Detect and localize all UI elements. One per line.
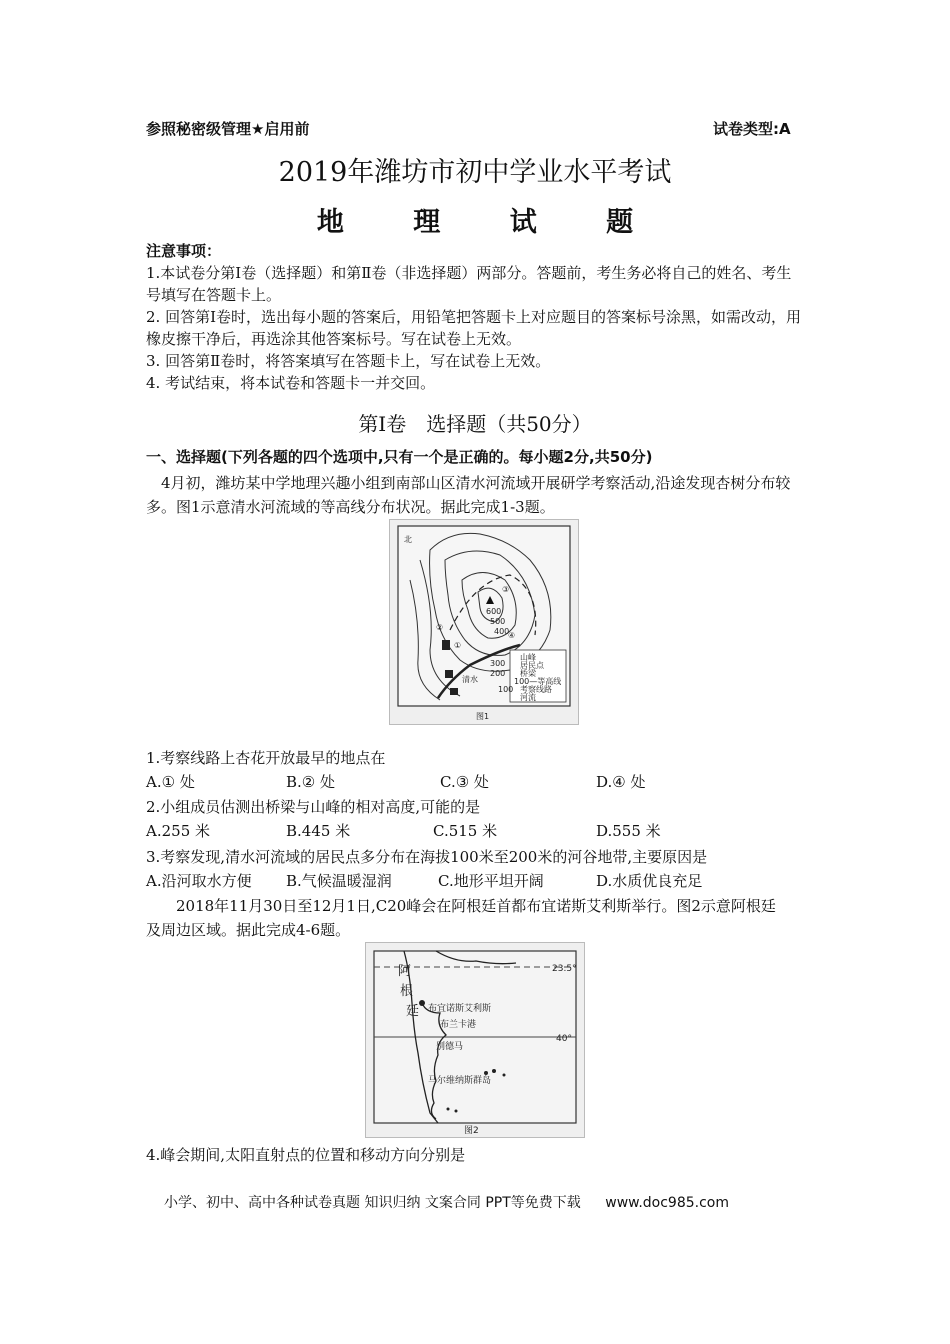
country-label: 阿 — [398, 964, 412, 979]
exam-title: 2019年潍坊市初中学业水平考试 — [278, 157, 672, 188]
option-c[interactable]: C.地形平坦开阔 — [438, 872, 544, 890]
notice-title: 注意事项： — [146, 242, 222, 260]
country-label: 根 — [400, 984, 414, 999]
contour-label: 200 — [490, 669, 506, 678]
legend-item: 考察线路 — [520, 685, 552, 694]
option-b[interactable]: B.气候温暖湿润 — [286, 872, 392, 890]
legend-item: 山峰 — [520, 653, 536, 662]
option-a[interactable]: A.255 米 — [146, 822, 210, 840]
notice-item: 4. 考试结束，将本试卷和答题卡一并交回。 — [146, 374, 436, 392]
legend-item: 桥梁 — [520, 669, 536, 678]
contour-label: 500 — [490, 617, 506, 626]
city-label: 布兰卡港 — [440, 1020, 477, 1030]
legend-item: 河流 — [520, 693, 536, 702]
question-2: 2.小组成员估测出桥梁与山峰的相对高度,可能的是 — [146, 798, 481, 816]
country-label: 廷 — [406, 1004, 420, 1019]
point-label: ② — [436, 623, 444, 632]
notice-item: 1.本试卷分第Ⅰ卷（选择题）和第Ⅱ卷（非选择题）两部分。答题前，考生务必将自己的姓名、考生号填写在答题卡上。 — [146, 264, 792, 304]
island-label: 马尔维纳斯群岛 — [428, 1076, 492, 1086]
notice-item: 3. 回答第Ⅱ卷时，将答案填写在答题卡上，写在试卷上无效。 — [146, 352, 551, 370]
option-b[interactable]: B.② 处 — [286, 773, 336, 791]
legend-item: 100—等高线 — [514, 677, 562, 686]
point-label: ③ — [502, 585, 510, 594]
latitude-label: 23.5° — [552, 964, 577, 974]
option-d[interactable]: D.④ 处 — [596, 773, 646, 791]
notice-list — [146, 262, 806, 394]
intro-paragraph-2: 2018年11月30日至12月1日,C20峰会在阿根廷首都布宜诺斯艾利斯举行。图2示意阿根廷及周边区域。据此完成4-6题。 — [146, 897, 776, 939]
city-label: 布宜诺斯艾利斯 — [428, 1004, 492, 1014]
option-a[interactable]: A.沿河取水方便 — [146, 872, 252, 890]
option-b[interactable]: B.445 米 — [286, 822, 351, 840]
notice-item: 2. 回答第Ⅰ卷时，选出每小题的答案后，用铅笔把答题卡上对应题目的答案标号涂黑，如需改动，用橡皮擦干净后，再选涂其他答案标号。写在试卷上无效。 — [146, 308, 802, 348]
figure-1-contour-map — [389, 519, 579, 725]
legend-item: 居民点 — [520, 661, 544, 670]
contour-label: 400 — [494, 627, 510, 636]
city-label: 别德马 — [436, 1042, 464, 1052]
footer-url[interactable]: www.doc985.com — [605, 1195, 729, 1211]
footer — [164, 1192, 733, 1212]
option-c[interactable]: C.515 米 — [433, 822, 498, 840]
figure-caption: 图2 — [464, 1126, 479, 1136]
contour-map-graphic — [390, 520, 578, 724]
option-d[interactable]: D.水质优良充足 — [596, 872, 703, 890]
point-label: ① — [454, 641, 462, 650]
contour-label: 300 — [490, 659, 506, 668]
question-4: 4.峰会期间,太阳直射点的位置和移动方向分别是 — [146, 1146, 466, 1164]
option-a[interactable]: A.① 处 — [146, 773, 195, 791]
confidential-label: 参照秘密级管理★启用前 — [146, 120, 310, 138]
river-label: 清水 — [462, 675, 478, 684]
north-arrow-label: 北 — [404, 535, 412, 544]
latitude-label: 40° — [556, 1034, 572, 1044]
option-c[interactable]: C.③ 处 — [440, 773, 489, 791]
part-title: 一、选择题(下列各题的四个选项中,只有一个是正确的。每小题2分,共50分) — [146, 448, 653, 466]
footer-text: 小学、初中、高中各种试卷真题 知识归纳 文案合同 PPT等免费下载 — [164, 1195, 581, 1211]
figure-caption: 图1 — [476, 712, 490, 721]
point-label: ④ — [508, 631, 516, 640]
option-d[interactable]: D.555 米 — [596, 822, 661, 840]
contour-label: 100 — [498, 685, 514, 694]
question-1: 1.考察线路上杏花开放最早的地点在 — [146, 749, 386, 767]
intro-paragraph-1: 4月初，潍坊某中学地理兴趣小组到南部山区清水河流域开展研学考察活动,沿途发现杏树分布较多。图1示意清水河流域的等高线分布状况。据此完成1-3题。 — [146, 474, 791, 516]
figure-2-argentina-map — [365, 942, 585, 1138]
question-3: 3.考察发现,清水河流域的居民点多分布在海拔100米至200米的河谷地带,主要原因是 — [146, 848, 708, 866]
subject-title: 地 理 试 题 — [316, 207, 664, 238]
section-title: 第Ⅰ卷 选择题（共50分） — [358, 412, 592, 436]
contour-label: 600 — [486, 607, 502, 616]
argentina-map-graphic — [366, 943, 584, 1137]
exam-type-label: 试卷类型:A — [713, 120, 791, 138]
